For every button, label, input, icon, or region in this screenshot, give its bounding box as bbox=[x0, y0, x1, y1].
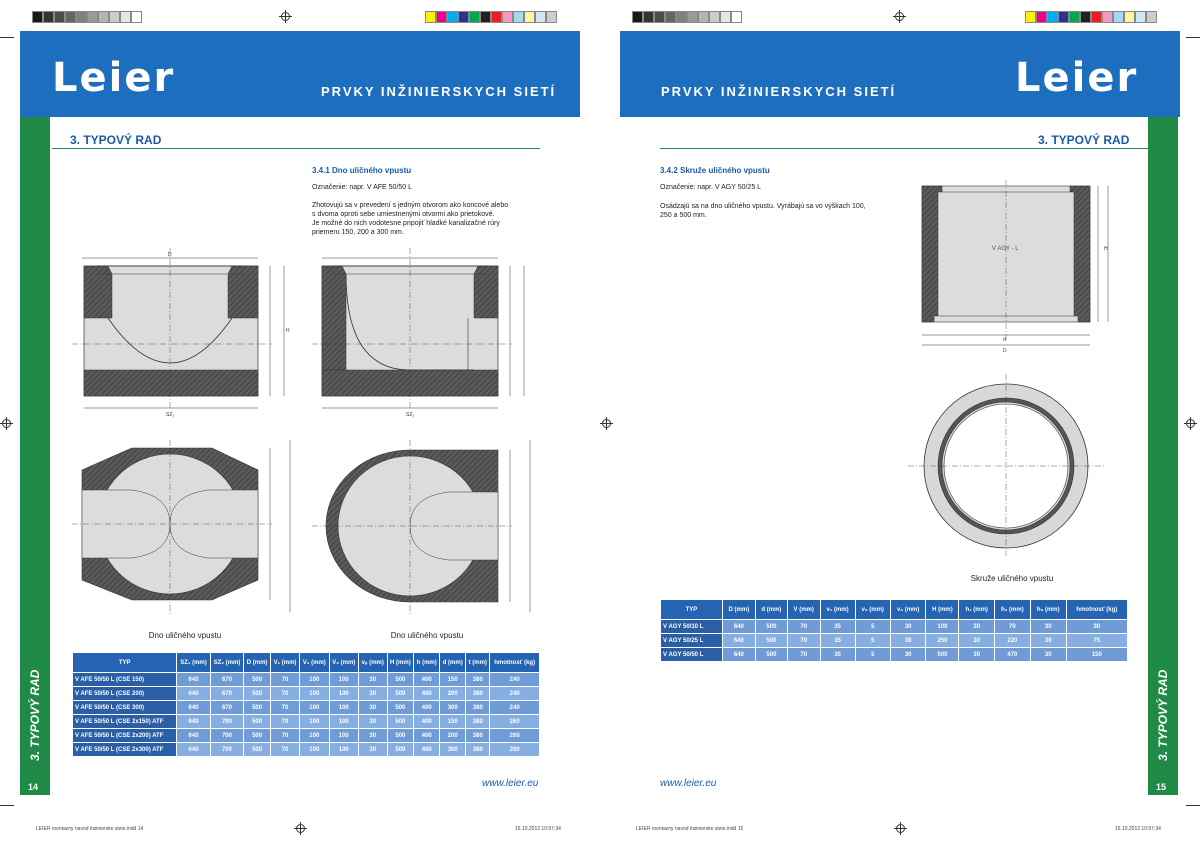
registration-mark-icon bbox=[896, 824, 905, 833]
table-cell: 70 bbox=[787, 620, 820, 634]
table-cell: 30 bbox=[359, 715, 388, 729]
table-cell: 100 bbox=[300, 743, 329, 757]
table-cell: 500 bbox=[755, 634, 787, 648]
figure-caption: Skruže uličného vpustu bbox=[970, 574, 1054, 583]
table-cell: 640 bbox=[177, 715, 210, 729]
table-header-cell: D (mm) bbox=[244, 653, 271, 673]
table-cell: 220 bbox=[994, 634, 1030, 648]
table-cell: 35 bbox=[820, 620, 855, 634]
description-line: Zhotovujú sa v prevedení s jedným otvorom ako koncové alebo bbox=[312, 202, 509, 209]
swatch bbox=[643, 11, 654, 23]
side-green-bar bbox=[1148, 117, 1178, 795]
table-cell: 100 bbox=[329, 701, 359, 715]
side-label: 3. TYPOVÝ RAD bbox=[28, 669, 42, 761]
table-cell: 500 bbox=[244, 729, 271, 743]
table-row bbox=[73, 673, 540, 687]
table-cell: 240 bbox=[490, 701, 540, 715]
table-cell-type: V AFE 50/50 L (CSE 200) bbox=[73, 687, 177, 701]
table-header-cell: H (mm) bbox=[926, 600, 959, 620]
description-line: priemeru 150, 200 a 300 mm. bbox=[312, 229, 404, 236]
swatch bbox=[731, 11, 742, 23]
table-cell: 200 bbox=[440, 687, 466, 701]
table-row bbox=[73, 687, 540, 701]
registration-grayscale-bar bbox=[32, 11, 142, 23]
table-cell: 260 bbox=[490, 743, 540, 757]
table-cell: 470 bbox=[994, 648, 1030, 662]
table-header-cell: hmotnosť (kg) bbox=[1066, 600, 1127, 620]
drawing-plan-end bbox=[72, 440, 302, 620]
table-row bbox=[73, 743, 540, 757]
swatch bbox=[87, 11, 98, 23]
table-cell-type: V AGY 50/10 L bbox=[661, 620, 723, 634]
crop-mark bbox=[1186, 37, 1200, 38]
table-cell: 30 bbox=[359, 743, 388, 757]
swatch bbox=[546, 11, 557, 23]
footer-file: LEIER montazny navod inzinierske siete.indd 15 bbox=[636, 826, 744, 832]
table-header-cell: V (mm) bbox=[787, 600, 820, 620]
description-text bbox=[312, 201, 542, 237]
swatch bbox=[709, 11, 720, 23]
figure-caption: Dno uličného vpustu bbox=[148, 631, 222, 640]
table-row bbox=[73, 715, 540, 729]
table-header-cell: H (mm) bbox=[387, 653, 414, 673]
section-title: 3. TYPOVÝ RAD bbox=[1038, 133, 1130, 147]
label-H: H bbox=[1104, 246, 1108, 252]
website-link[interactable]: www.leier.eu bbox=[660, 778, 717, 789]
table-cell: 260 bbox=[490, 715, 540, 729]
table-cell-type: V AFE 50/50 L (CSE 2x300) ATF bbox=[73, 743, 177, 757]
table-cell: 250 bbox=[926, 634, 959, 648]
footer-date: 15.10.2012 10:57:34 bbox=[515, 826, 561, 832]
drawing-plan-through bbox=[312, 440, 542, 620]
swatch bbox=[687, 11, 698, 23]
table-header-cell: vₚ (mm) bbox=[359, 653, 388, 673]
table-cell: 30 bbox=[1030, 634, 1066, 648]
section-title: 3. TYPOVÝ RAD bbox=[70, 133, 162, 147]
table-cell: 640 bbox=[177, 743, 210, 757]
registration-mark-icon bbox=[2, 419, 11, 428]
table-cell: 70 bbox=[270, 715, 299, 729]
table-header-cell: V₂ (mm) bbox=[300, 653, 329, 673]
table-cell: 700 bbox=[210, 729, 244, 743]
leier-logo: Leier bbox=[1015, 55, 1139, 101]
swatch bbox=[98, 11, 109, 23]
page-number: 15 bbox=[1156, 782, 1167, 792]
section-divider bbox=[52, 148, 540, 149]
swatch bbox=[513, 11, 524, 23]
table-cell: 30 bbox=[959, 634, 995, 648]
table-cell: 30 bbox=[890, 648, 926, 662]
label-SZ2: SZ₂ bbox=[406, 412, 415, 418]
table-cell: 500 bbox=[387, 687, 414, 701]
swatch bbox=[491, 11, 502, 23]
table-cell: 400 bbox=[414, 701, 440, 715]
swatch bbox=[131, 11, 142, 23]
swatch bbox=[632, 11, 643, 23]
table-cell: 500 bbox=[244, 715, 271, 729]
table-cell: 500 bbox=[387, 715, 414, 729]
table-cell: 500 bbox=[387, 673, 414, 687]
description-text bbox=[660, 202, 900, 220]
table-cell: 100 bbox=[300, 701, 329, 715]
registration-color-bar bbox=[425, 11, 557, 23]
swatch bbox=[436, 11, 447, 23]
swatch bbox=[1069, 11, 1080, 23]
table-cell: 240 bbox=[490, 673, 540, 687]
description-line: 250 a 500 mm. bbox=[660, 212, 707, 219]
drawing-ring-section bbox=[918, 180, 1118, 355]
table-cell: 670 bbox=[210, 673, 244, 687]
table-cell: 30 bbox=[890, 634, 926, 648]
table-header-cell: d (mm) bbox=[440, 653, 466, 673]
table-cell: 380 bbox=[466, 701, 490, 715]
crop-mark bbox=[0, 805, 14, 806]
table-cell: 500 bbox=[755, 620, 787, 634]
table-row bbox=[73, 701, 540, 715]
swatch bbox=[1080, 11, 1091, 23]
drawing-ring-plan bbox=[918, 378, 1118, 558]
table-cell-type: V AFE 50/50 L (CSE 300) bbox=[73, 701, 177, 715]
table-cell: 700 bbox=[210, 715, 244, 729]
table-cell: 70 bbox=[270, 673, 299, 687]
table-cell: 100 bbox=[300, 673, 329, 687]
table-header-cell: h₁ (mm) bbox=[959, 600, 995, 620]
swatch bbox=[458, 11, 469, 23]
swatch bbox=[425, 11, 436, 23]
description-line: Osádzajú sa na dno uličného vpustu. Vyrábajú sa vo výškach 100, bbox=[660, 203, 866, 210]
swatch bbox=[54, 11, 65, 23]
table-header-row bbox=[73, 653, 540, 673]
table-cell: 30 bbox=[1066, 620, 1127, 634]
swatch bbox=[65, 11, 76, 23]
swatch bbox=[535, 11, 546, 23]
table-header-cell: V₁ (mm) bbox=[270, 653, 299, 673]
table-header-cell: d (mm) bbox=[755, 600, 787, 620]
table-cell: 100 bbox=[300, 687, 329, 701]
swatch bbox=[120, 11, 131, 23]
table-cell: 380 bbox=[466, 743, 490, 757]
table-cell: 500 bbox=[755, 648, 787, 662]
table-cell: 30 bbox=[359, 729, 388, 743]
table-cell: 240 bbox=[490, 687, 540, 701]
footer-date: 15.10.2012 10:57:34 bbox=[1115, 826, 1161, 832]
table-cell: 200 bbox=[440, 729, 466, 743]
side-label: 3. TYPOVÝ RAD bbox=[1156, 669, 1170, 761]
swatch bbox=[1146, 11, 1157, 23]
swatch bbox=[1135, 11, 1146, 23]
registration-mark-icon bbox=[1186, 419, 1195, 428]
table-cell: 100 bbox=[926, 620, 959, 634]
table-header-cell: v₂ (mm) bbox=[855, 600, 890, 620]
swatch bbox=[1102, 11, 1113, 23]
swatch bbox=[480, 11, 491, 23]
leier-logo: Leier bbox=[52, 55, 176, 101]
crop-mark bbox=[0, 37, 14, 38]
table-cell: 640 bbox=[722, 620, 755, 634]
label-d: d bbox=[1003, 337, 1006, 343]
swatch bbox=[502, 11, 513, 23]
spec-table bbox=[72, 652, 540, 757]
table-row bbox=[661, 620, 1128, 634]
table-header-cell: SZ₂ (mm) bbox=[210, 653, 244, 673]
table-row bbox=[73, 729, 540, 743]
table-cell: 400 bbox=[414, 673, 440, 687]
swatch bbox=[1047, 11, 1058, 23]
table-cell-type: V AGY 50/25 L bbox=[661, 634, 723, 648]
swatch bbox=[447, 11, 458, 23]
swatch bbox=[524, 11, 535, 23]
swatch bbox=[698, 11, 709, 23]
header-banner bbox=[620, 31, 1180, 117]
table-cell: 70 bbox=[270, 687, 299, 701]
table-cell: 640 bbox=[722, 634, 755, 648]
swatch bbox=[76, 11, 87, 23]
table-cell: 500 bbox=[387, 729, 414, 743]
table-header-cell: D (mm) bbox=[722, 600, 755, 620]
table-cell: 380 bbox=[466, 729, 490, 743]
registration-mark-icon bbox=[296, 824, 305, 833]
table-cell: 150 bbox=[440, 673, 466, 687]
swatch bbox=[109, 11, 120, 23]
table-header-cell: TYP bbox=[73, 653, 177, 673]
registration-grayscale-bar bbox=[632, 11, 742, 23]
table-cell: 30 bbox=[1030, 648, 1066, 662]
table-cell: 100 bbox=[329, 715, 359, 729]
table-row bbox=[661, 634, 1128, 648]
table-cell: 400 bbox=[414, 743, 440, 757]
designation-text: Označenie: napr. V AGY 50/25 L bbox=[660, 184, 762, 191]
table-header-cell: SZ₁ (mm) bbox=[177, 653, 210, 673]
table-cell: 150 bbox=[440, 715, 466, 729]
crop-mark bbox=[1186, 805, 1200, 806]
table-cell: 500 bbox=[244, 743, 271, 757]
table-cell: 640 bbox=[177, 673, 210, 687]
side-green-bar bbox=[20, 117, 50, 795]
registration-color-bar bbox=[1025, 11, 1157, 23]
footer-file: LEIER montazny navod inzinierske siete.indd 14 bbox=[36, 826, 144, 832]
subsection-title: 3.4.1 Dno uličného vpustu bbox=[312, 166, 412, 175]
table-cell: 70 bbox=[270, 743, 299, 757]
table-header-cell: V₃ (mm) bbox=[329, 653, 359, 673]
label-H: H bbox=[286, 328, 290, 334]
table-cell: 5 bbox=[855, 634, 890, 648]
table-cell: 400 bbox=[414, 715, 440, 729]
table-cell: 500 bbox=[244, 687, 271, 701]
table-cell: 30 bbox=[359, 673, 388, 687]
swatch bbox=[654, 11, 665, 23]
table-header-cell: v₃ (mm) bbox=[890, 600, 926, 620]
swatch bbox=[1091, 11, 1102, 23]
table-header-cell: h₂ (mm) bbox=[994, 600, 1030, 620]
table-row bbox=[661, 648, 1128, 662]
header-banner bbox=[20, 31, 580, 117]
table-cell: 400 bbox=[414, 687, 440, 701]
label-D: D bbox=[168, 252, 172, 258]
table-cell: 5 bbox=[855, 648, 890, 662]
table-header-row bbox=[661, 600, 1128, 620]
table-cell: 380 bbox=[466, 673, 490, 687]
table-cell: 500 bbox=[387, 743, 414, 757]
table-cell: 640 bbox=[722, 648, 755, 662]
table-header-cell: h (mm) bbox=[414, 653, 440, 673]
table-cell: 300 bbox=[440, 743, 466, 757]
table-cell: 35 bbox=[820, 648, 855, 662]
table-cell: 70 bbox=[270, 701, 299, 715]
drawing-through-section bbox=[312, 248, 542, 423]
website-link[interactable]: www.leier.eu bbox=[482, 778, 539, 789]
table-cell: 380 bbox=[466, 687, 490, 701]
table-cell: 75 bbox=[1066, 634, 1127, 648]
table-cell: 260 bbox=[490, 729, 540, 743]
table-cell: 100 bbox=[329, 729, 359, 743]
table-cell: 640 bbox=[177, 729, 210, 743]
table-cell: 400 bbox=[414, 729, 440, 743]
label-D: D bbox=[1003, 348, 1007, 354]
swatch bbox=[1124, 11, 1135, 23]
table-cell: 640 bbox=[177, 687, 210, 701]
table-cell: 500 bbox=[926, 648, 959, 662]
table-cell: 70 bbox=[787, 634, 820, 648]
swatch bbox=[1025, 11, 1036, 23]
table-header-cell: h₃ (mm) bbox=[1030, 600, 1066, 620]
swatch bbox=[43, 11, 54, 23]
table-cell: 100 bbox=[329, 687, 359, 701]
swatch bbox=[665, 11, 676, 23]
swatch bbox=[469, 11, 480, 23]
registration-mark-icon bbox=[895, 12, 904, 21]
table-cell: 670 bbox=[210, 701, 244, 715]
registration-mark-icon bbox=[281, 12, 290, 21]
table-cell: 5 bbox=[855, 620, 890, 634]
spec-table bbox=[660, 599, 1128, 662]
table-cell: 70 bbox=[270, 729, 299, 743]
table-cell-type: V AFE 50/50 L (CSE 2x200) ATF bbox=[73, 729, 177, 743]
swatch bbox=[720, 11, 731, 23]
table-cell: 30 bbox=[359, 701, 388, 715]
swatch bbox=[1036, 11, 1047, 23]
swatch bbox=[32, 11, 43, 23]
table-cell: 30 bbox=[959, 648, 995, 662]
table-cell: 70 bbox=[787, 648, 820, 662]
table-cell: 640 bbox=[177, 701, 210, 715]
subsection-title: 3.4.2 Skruže uličného vpustu bbox=[660, 166, 770, 175]
table-header-cell: t (mm) bbox=[466, 653, 490, 673]
table-cell: 700 bbox=[210, 743, 244, 757]
table-cell: 30 bbox=[1030, 620, 1066, 634]
drawing-label: V AGY - L bbox=[992, 246, 1019, 252]
banner-title: PRVKY INŽINIERSKYCH SIETÍ bbox=[321, 84, 557, 99]
swatch bbox=[1113, 11, 1124, 23]
description-line: s dvoma oproti sebe umiestnenými otvormi ako prietokové. bbox=[312, 211, 495, 218]
banner-title: PRVKY INŽINIERSKYCH SIETÍ bbox=[661, 84, 897, 99]
table-cell: 500 bbox=[244, 701, 271, 715]
table-cell: 30 bbox=[890, 620, 926, 634]
table-cell: 500 bbox=[244, 673, 271, 687]
table-cell-type: V AFE 50/50 L (CSE 150) bbox=[73, 673, 177, 687]
figure-caption: Dno uličného vpustu bbox=[390, 631, 464, 640]
section-divider bbox=[660, 148, 1148, 149]
table-cell: 500 bbox=[387, 701, 414, 715]
table-cell-type: V AFE 50/50 L (CSE 2x150) ATF bbox=[73, 715, 177, 729]
designation-text: Označenie: napr. V AFE 50/50 L bbox=[312, 184, 413, 191]
swatch bbox=[676, 11, 687, 23]
table-cell: 670 bbox=[210, 687, 244, 701]
table-header-cell: TYP bbox=[661, 600, 723, 620]
swatch bbox=[1058, 11, 1069, 23]
page-number: 14 bbox=[28, 782, 39, 792]
description-line: Je možné do nich vodotesne pripojiť hladké kanalizačné rúry bbox=[312, 220, 500, 227]
table-cell: 100 bbox=[300, 715, 329, 729]
table-cell-type: V AGY 50/50 L bbox=[661, 648, 723, 662]
table-cell: 70 bbox=[994, 620, 1030, 634]
table-cell: 100 bbox=[329, 673, 359, 687]
table-header-cell: v₁ (mm) bbox=[820, 600, 855, 620]
table-cell: 150 bbox=[1066, 648, 1127, 662]
drawing-end-section bbox=[72, 248, 302, 423]
table-header-cell: hmotnosť (kg) bbox=[490, 653, 540, 673]
table-cell: 30 bbox=[359, 687, 388, 701]
table-cell: 100 bbox=[329, 743, 359, 757]
right-page bbox=[600, 0, 1200, 849]
registration-mark-icon bbox=[602, 419, 611, 428]
table-cell: 30 bbox=[959, 620, 995, 634]
table-cell: 300 bbox=[440, 701, 466, 715]
table-cell: 100 bbox=[300, 729, 329, 743]
table-cell: 35 bbox=[820, 634, 855, 648]
label-SZ1: SZ₁ bbox=[166, 412, 175, 418]
table-cell: 380 bbox=[466, 715, 490, 729]
